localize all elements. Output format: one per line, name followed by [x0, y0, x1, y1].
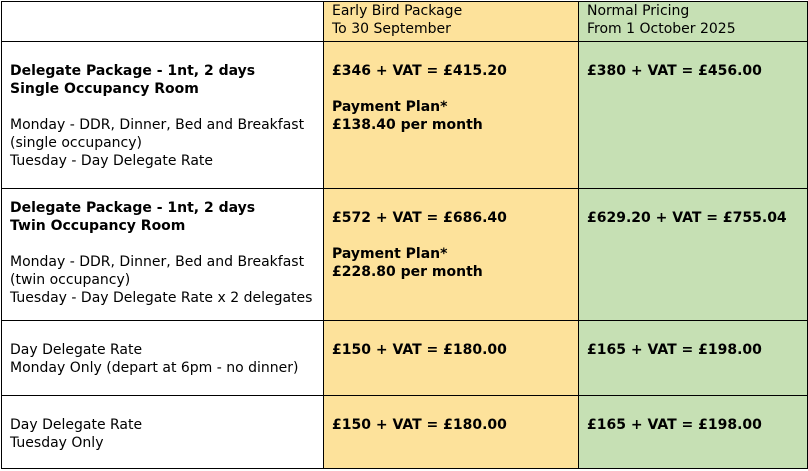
table-row-twin-occupancy — [2, 189, 808, 321]
package-detail-line: Monday Only (depart at 6pm - no dinner) — [10, 360, 299, 376]
package-description — [2, 396, 324, 469]
normal-price: £629.20 + VAT = £755.04 — [587, 210, 787, 226]
header-early-bird — [324, 2, 579, 42]
early-bird-price-cell — [324, 189, 579, 321]
payment-plan-label: Payment Plan* — [332, 246, 448, 262]
early-bird-price: £150 + VAT = £180.00 — [332, 342, 507, 358]
early-bird-date: To 30 September — [332, 21, 451, 37]
package-title: Day Delegate Rate — [10, 342, 143, 358]
payment-plan-amount: £228.80 per month — [332, 264, 483, 280]
normal-price-cell — [579, 42, 808, 189]
payment-plan-amount: £138.40 per month — [332, 117, 483, 133]
table-row-day-delegate-tuesday — [2, 396, 808, 469]
early-bird-price-cell — [324, 42, 579, 189]
package-detail-line: Tuesday - Day Delegate Rate x 2 delegates — [10, 290, 313, 306]
package-detail-line: (twin occupancy) — [10, 272, 131, 288]
normal-price: £165 + VAT = £198.00 — [587, 417, 762, 433]
package-title: Day Delegate Rate — [10, 417, 143, 433]
early-bird-title: Early Bird Package — [332, 3, 463, 19]
early-bird-price: £346 + VAT = £415.20 — [332, 63, 507, 79]
package-detail-line: Tuesday Only — [10, 435, 104, 451]
normal-pricing-date: From 1 October 2025 — [587, 21, 736, 37]
package-description — [2, 42, 324, 189]
early-bird-price-cell — [324, 321, 579, 396]
early-bird-price: £150 + VAT = £180.00 — [332, 417, 507, 433]
package-subtitle: Twin Occupancy Room — [10, 218, 186, 234]
normal-price: £165 + VAT = £198.00 — [587, 342, 762, 358]
package-detail-line: Tuesday - Day Delegate Rate — [10, 153, 214, 169]
normal-pricing-title: Normal Pricing — [587, 3, 690, 19]
package-title: Delegate Package - 1nt, 2 days — [10, 63, 256, 79]
normal-price: £380 + VAT = £456.00 — [587, 63, 762, 79]
table-row-single-occupancy — [2, 42, 808, 189]
package-subtitle: Single Occupancy Room — [10, 81, 199, 97]
normal-price-cell — [579, 321, 808, 396]
package-description — [2, 321, 324, 396]
header-empty-cell — [2, 2, 324, 42]
early-bird-price-cell — [324, 396, 579, 469]
header-normal-pricing — [579, 2, 808, 42]
pricing-table — [1, 1, 808, 469]
header-row — [2, 2, 808, 42]
package-detail-line: Monday - DDR, Dinner, Bed and Breakfast — [10, 254, 305, 270]
normal-price-cell — [579, 396, 808, 469]
package-detail-line: Monday - DDR, Dinner, Bed and Breakfast — [10, 117, 305, 133]
payment-plan-label: Payment Plan* — [332, 99, 448, 115]
package-description — [2, 189, 324, 321]
package-detail-line: (single occupancy) — [10, 135, 142, 151]
normal-price-cell — [579, 189, 808, 321]
table-row-day-delegate-monday — [2, 321, 808, 396]
early-bird-price: £572 + VAT = £686.40 — [332, 210, 507, 226]
package-title: Delegate Package - 1nt, 2 days — [10, 200, 256, 216]
